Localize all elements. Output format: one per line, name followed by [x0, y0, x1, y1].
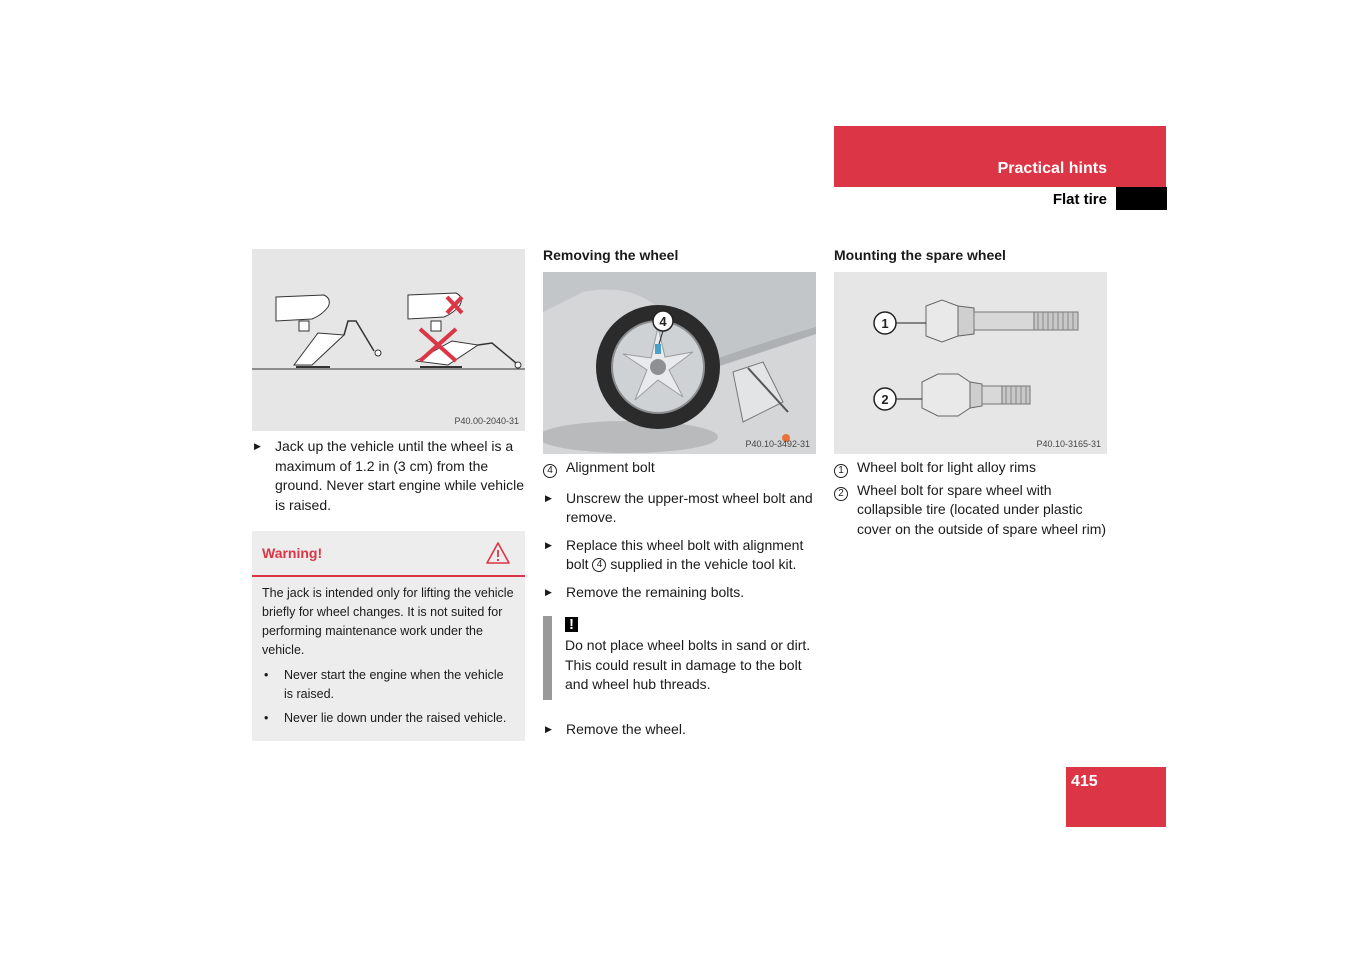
figure-jack-position	[252, 249, 525, 431]
warning-triangle-icon	[485, 541, 511, 565]
warning-box	[252, 531, 525, 741]
legend-item-2: 2 Wheel bolt for spare wheel with collapsible tire (located under plastic cover on the outside of spare wheel rim)	[834, 481, 1107, 540]
instruction-replace-bolt: ▶ Replace this wheel bolt with alignment bolt 4 supplied in the vehicle tool kit.	[543, 536, 816, 575]
column-mounting-spare	[834, 244, 1107, 539]
warning-item: • Never start the engine when the vehicle is raised.	[264, 668, 504, 701]
warning-title: Warning!	[262, 545, 323, 561]
note-box	[543, 616, 816, 700]
legend-item-1: 1 Wheel bolt for light alloy rims	[834, 458, 1107, 481]
column-removing-wheel	[543, 244, 816, 740]
jack-illustration	[252, 249, 525, 431]
warning-list	[262, 666, 515, 728]
instruction-jack-up: ▶ Jack up the vehicle until the wheel is a maximum of 1.2 in (3 cm) from the ground. Never start engine while vehicle is raised.	[252, 437, 525, 515]
bullet-arrow-icon: ▶	[545, 586, 552, 597]
bullet-arrow-icon: ▶	[545, 724, 552, 734]
instruction-remove-wheel: ▶ Remove the wheel.	[543, 720, 816, 740]
instruction-remove-bolts: ▶ Remove the remaining bolts.	[543, 583, 816, 603]
bullet-arrow-icon: ▶	[254, 441, 261, 451]
wheel-removal-illustration	[543, 272, 816, 454]
warning-text: The jack is intended only for lifting the vehicle briefly for wheel changes. It is not suited for performing maintenance work under the vehicle.	[262, 586, 514, 657]
callout-2: 2	[881, 392, 889, 407]
figure-code: P40.10-3492-31	[745, 439, 810, 449]
legend-item-4: 4 Alignment bolt	[543, 458, 816, 481]
subsection-title: Flat tire	[1052, 191, 1107, 208]
column-jacking	[252, 244, 525, 741]
note-bar	[543, 616, 552, 700]
section-tab-marker	[1116, 187, 1167, 210]
figure-wheel-removal	[543, 272, 816, 454]
section-title: Practical hints	[997, 160, 1107, 177]
callout-1: 1	[881, 316, 889, 331]
figure-code: P40.00-2040-31	[454, 416, 519, 426]
warning-body	[252, 577, 525, 741]
bullet-arrow-icon: ▶	[545, 492, 552, 503]
page-number: 415	[1071, 773, 1098, 790]
note-text: Do not place wheel bolts in sand or dirt. This could result in damage to the bolt and wheel hub threads.	[565, 637, 811, 692]
callout-4: 4	[659, 314, 667, 329]
bullet-arrow-icon: ▶	[545, 539, 552, 550]
heading-removing-wheel: Removing the wheel	[543, 247, 679, 263]
warning-item: • Never lie down under the raised vehicle.	[264, 711, 507, 725]
warning-header	[252, 531, 525, 577]
exclamation-icon: !	[565, 617, 578, 632]
heading-mounting-spare: Mounting the spare wheel	[834, 247, 1006, 263]
instruction-unscrew-bolt: ▶ Unscrew the upper-most wheel bolt and remove.	[543, 489, 816, 528]
figure-code: P40.10-3165-31	[1036, 439, 1101, 449]
figure-wheel-bolts	[834, 272, 1107, 454]
wheel-bolts-illustration	[834, 272, 1107, 454]
